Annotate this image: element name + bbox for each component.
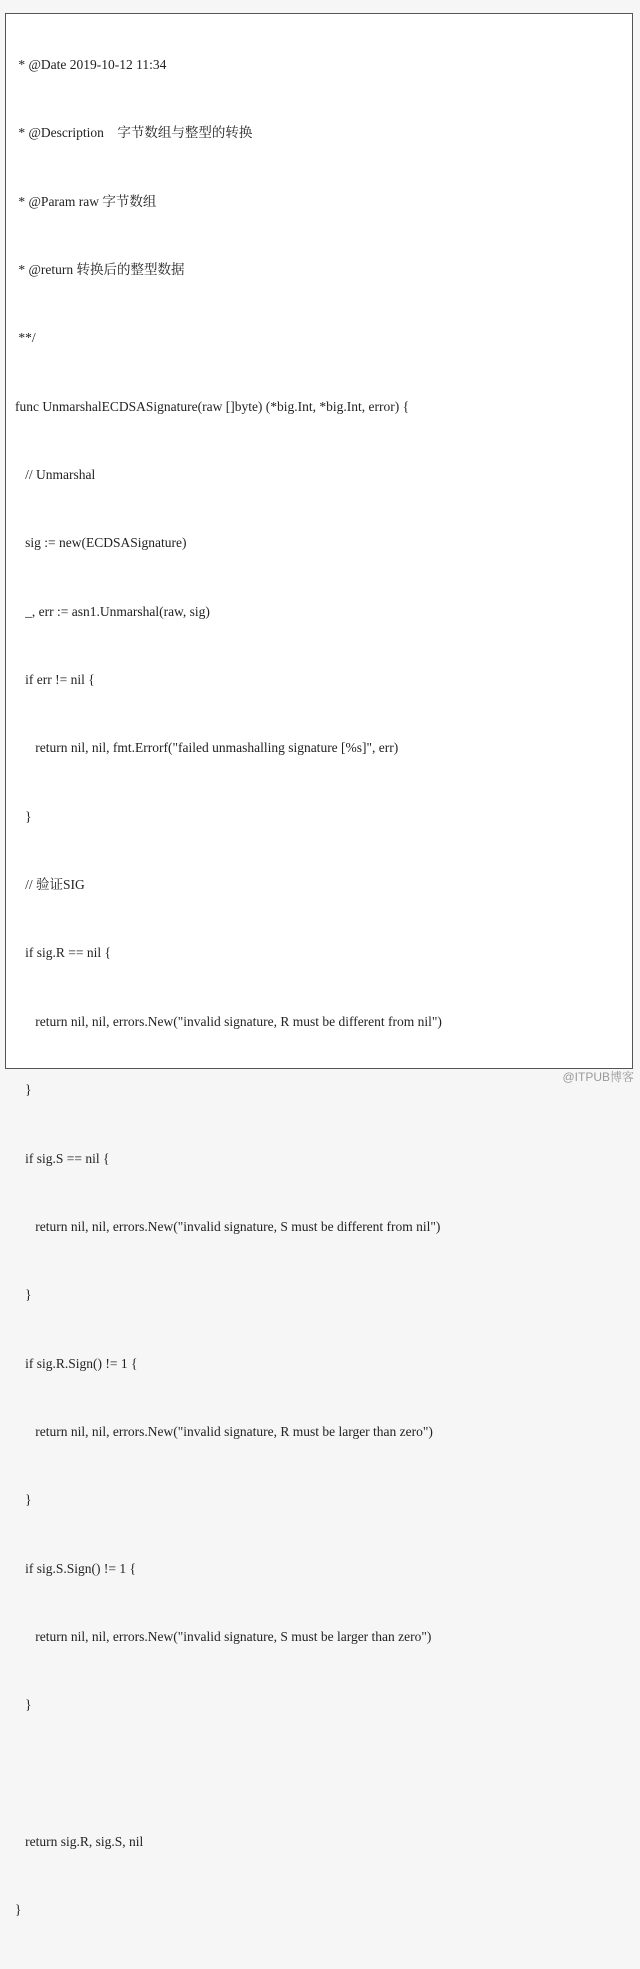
code-line: } — [15, 1900, 632, 1936]
code-line: sig := new(ECDSASignature) — [15, 533, 632, 569]
watermark: @ITPUB博客 — [562, 1068, 634, 1085]
code-line: _, err := asn1.Unmarshal(raw, sig) — [15, 602, 632, 638]
code-line: } — [15, 807, 632, 843]
code-line: // Unmarshal — [15, 465, 632, 501]
code-line: if sig.S.Sign() != 1 { — [15, 1559, 632, 1595]
code-line: return nil, nil, errors.New("invalid signature, S must be different from nil") — [15, 1217, 632, 1253]
code-line: return nil, nil, errors.New("invalid signature, R must be different from nil") — [15, 1012, 632, 1048]
code-line: return nil, nil, errors.New("invalid signature, R must be larger than zero") — [15, 1422, 632, 1458]
code-line: if sig.S == nil { — [15, 1149, 632, 1185]
code-line: * @Description 字节数组与整型的转换 — [15, 123, 632, 159]
code-line: return nil, nil, errors.New("invalid signature, S must be larger than zero") — [15, 1627, 632, 1663]
code-line: **/ — [15, 328, 632, 364]
code-line: // 验证SIG — [15, 875, 632, 911]
code-line: } — [15, 1080, 632, 1116]
code-block — [5, 13, 633, 1069]
code-line: if sig.R == nil { — [15, 943, 632, 979]
code-line: * @return 转换后的整型数据 — [15, 260, 632, 296]
code-line: } — [15, 1285, 632, 1321]
code-line — [15, 1764, 632, 1800]
code-line: if sig.R.Sign() != 1 { — [15, 1354, 632, 1390]
code-line: * @Date 2019-10-12 11:34 — [15, 55, 632, 91]
code-line: if err != nil { — [15, 670, 632, 706]
code-body — [15, 23, 632, 1969]
code-line: return nil, nil, fmt.Errorf("failed unmashalling signature [%s]", err) — [15, 738, 632, 774]
code-line: func UnmarshalECDSASignature(raw []byte) (*big.Int, *big.Int, error) { — [15, 397, 632, 433]
code-line: * @Param raw 字节数组 — [15, 192, 632, 228]
code-line: return sig.R, sig.S, nil — [15, 1832, 632, 1868]
code-line: } — [15, 1695, 632, 1731]
code-line: } — [15, 1490, 632, 1526]
